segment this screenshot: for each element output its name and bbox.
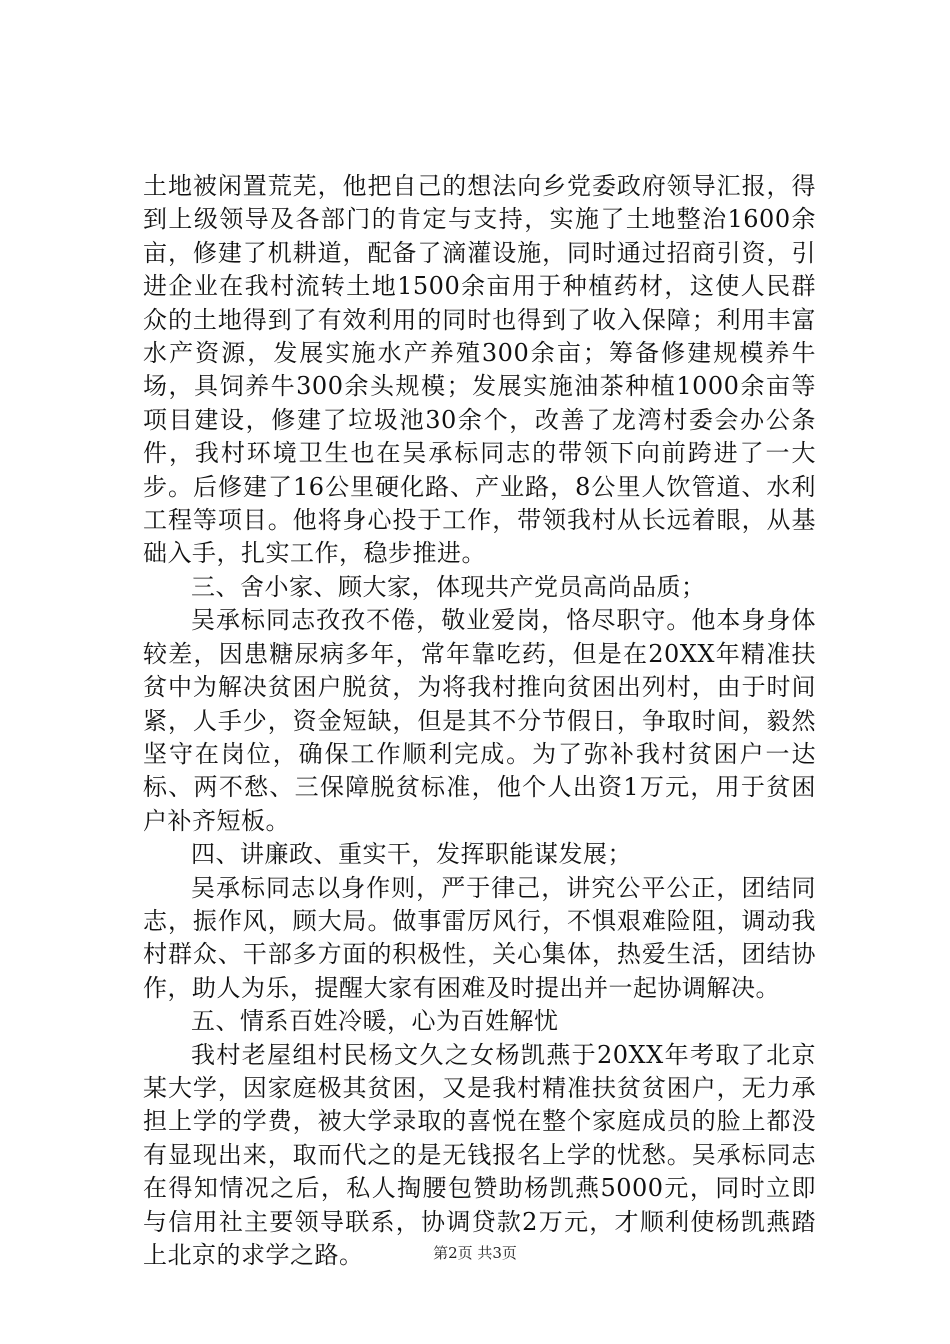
heading-section-three: 三、舍小家、顾大家，体现共产党员高尚品质； <box>191 572 706 601</box>
page-number-footer: 第2页 共3页 <box>433 1244 517 1262</box>
paragraph-land-development: 土地被闲置荒芜，他把自己的想法向乡党委政府领导汇报，得到上级领导及各部门的肯定与支持，实施了土地整治1600余亩，修建了机耕道，配备了滴灌设施，同时通过招商引资，引进企业在我村流转土地1500余亩用于种植药材，这使人民群众的土地得到了有效利用的同时也得到了收入保障；利用丰富水产资源，发展实施水产养殖300余亩；筹备修建规模养牛场，具饲养牛300余头规模；发展实施油茶种植1000余亩等项目建设，修建了垃圾池30余个，改善了龙湾村委会办公条件，我村环境卫生也在吴承标同志的带领下向前跨进了一大步。后修建了16公里硬化路、产业路，8公里人饮管道、水利工程等项目。他将身心投于工作，带领我村从长远着眼，从基础入手，扎实工作，稳步推进。 <box>143 172 816 568</box>
document-body <box>143 170 816 1272</box>
heading-section-five: 五、情系百姓冷暖，心为百姓解忧 <box>191 1007 559 1036</box>
paragraph-integrity: 吴承标同志以身作则，严于律己，讲究公平公正，团结同志，振作风，顾大局。做事雷厉风行，不惧艰难险阻，调动我村群众、干部多方面的积极性，关心集体，热爱生活，团结协作，助人为乐，提醒大家有困难及时提出并一起协调解决。 <box>143 873 816 1002</box>
paragraph-dedication: 吴承标同志孜孜不倦，敬业爱岗，恪尽职守。他本身身体较差，因患糖尿病多年，常年靠吃药，但是在20XX年精准扶贫中为解决贫困户脱贫，为将我村推向贫困出列村，由于时间紧，人手少，资金短缺，但是其不分节假日，争取时间，毅然坚守在岗位，确保工作顺利完成。为了弥补我村贫困户一达标、两不愁、三保障脱贫标准，他个人出资1万元，用于贫困户补齐短板。 <box>143 606 816 835</box>
heading-section-four: 四、讲廉政、重实干，发挥职能谋发展； <box>191 840 632 869</box>
paragraph-student-aid: 我村老屋组村民杨文久之女杨凯燕于20XX年考取了北京某大学，因家庭极其贫困，又是我村精准扶贫贫困户，无力承担上学的学费，被大学录取的喜悦在整个家庭成员的脸上都没有显现出来，取而代之的是无钱报名上学的忧愁。吴承标同志在得知情况之后，私人掏腰包赞助杨凯燕5000元，同时立即与信用社主要领导联系，协调贷款2万元，才顺利使杨凯燕踏上北京的求学之路。 <box>143 1040 816 1269</box>
